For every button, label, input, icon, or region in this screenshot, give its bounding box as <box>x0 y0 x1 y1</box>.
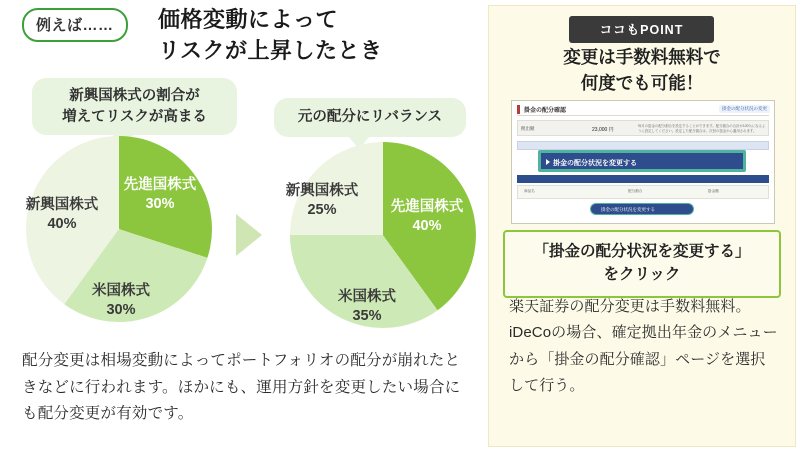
screenshot-title: 掛金の配分確認 <box>517 105 566 114</box>
screenshot-band-bottom <box>517 175 769 183</box>
pie-after-label-developed: 先進国株式 40% <box>390 199 464 234</box>
point-title-line-2: 何度でも可能！ <box>580 73 704 94</box>
headline-line-1: 価格変動によって <box>158 7 339 32</box>
screenshot-table <box>517 185 769 199</box>
screenshot-bottom-button[interactable] <box>590 203 694 215</box>
callout-left-line-2: 増えてリスクが高まる <box>62 108 207 125</box>
pie-before-label-us: 米国株式 30% <box>92 283 150 318</box>
point-title <box>489 44 795 97</box>
screenshot-row-value: 23,000 円 <box>592 127 614 133</box>
screenshot-table-col-3: 掛金額 <box>708 189 719 193</box>
callout-left-line-1: 新興国株式の割合が <box>69 88 200 104</box>
example-badge: 例えば…… <box>22 8 128 42</box>
click-instruction-line-1: 「掛金の配分状況を変更する」 <box>533 243 751 260</box>
point-badge: ココもPOINT <box>569 16 714 43</box>
pie-after-label-emerging: 新興国株式 25% <box>285 183 359 218</box>
pie-before-label-emerging: 新興国株式 40% <box>25 197 99 232</box>
screenshot-row-note: 毎月の掛金の配分割合を設定することができます。配分割合の合計が100％になるように設定してください。設定した配分割合は、次回の掛金から適用されます。 <box>638 124 766 134</box>
screenshot-bottom-button-label: 掛金の配分状況を変更する <box>601 207 655 212</box>
headline-line-2: リスクが上昇したとき <box>158 38 383 64</box>
pie-after-label-us: 米国株式 35% <box>338 289 396 324</box>
screenshot-table-col-2: 配分割合 <box>628 189 643 193</box>
screenshot-table-col-1: 商品名 <box>524 189 535 193</box>
screenshot-highlighted-button[interactable] <box>538 150 746 172</box>
click-instruction-line-2: をクリック <box>603 266 681 284</box>
screenshot-highlighted-button-label: 掛金の配分状況を変更する <box>553 160 637 167</box>
screenshot-tagline: 掛金の配分状況の変更 <box>719 105 770 113</box>
screenshot-summary-row <box>517 120 769 136</box>
point-title-line-1: 変更は手数料無料で <box>563 47 721 67</box>
click-instruction-box <box>503 230 781 298</box>
pie-before-label-developed: 先進国株式 30% <box>123 177 197 212</box>
page-title <box>158 4 383 66</box>
callout-risk-increase <box>32 78 237 135</box>
right-panel <box>488 5 796 447</box>
screenshot-mock <box>511 100 775 224</box>
caret-right-icon <box>546 159 550 165</box>
screenshot-band-top <box>517 141 769 150</box>
screenshot-divider <box>517 115 769 116</box>
callout-rebalance: 元の配分にリバランス <box>274 98 466 137</box>
screenshot-row-label: 拠出額 <box>521 126 535 131</box>
left-body-text: 配分変更は相場変動によってポートフォリオの配分が崩れたときなどに行われます。ほかにも、運用方針を変更したい場合にも配分変更が有効です。 <box>22 352 461 423</box>
arrow-right-icon <box>236 214 262 256</box>
right-body-text: 楽天証券の配分変更は手数料無料。iDeCoの場合、確定拠出年金のメニューから「掛金の配分確認」ページを選択して行う。 <box>509 298 778 394</box>
